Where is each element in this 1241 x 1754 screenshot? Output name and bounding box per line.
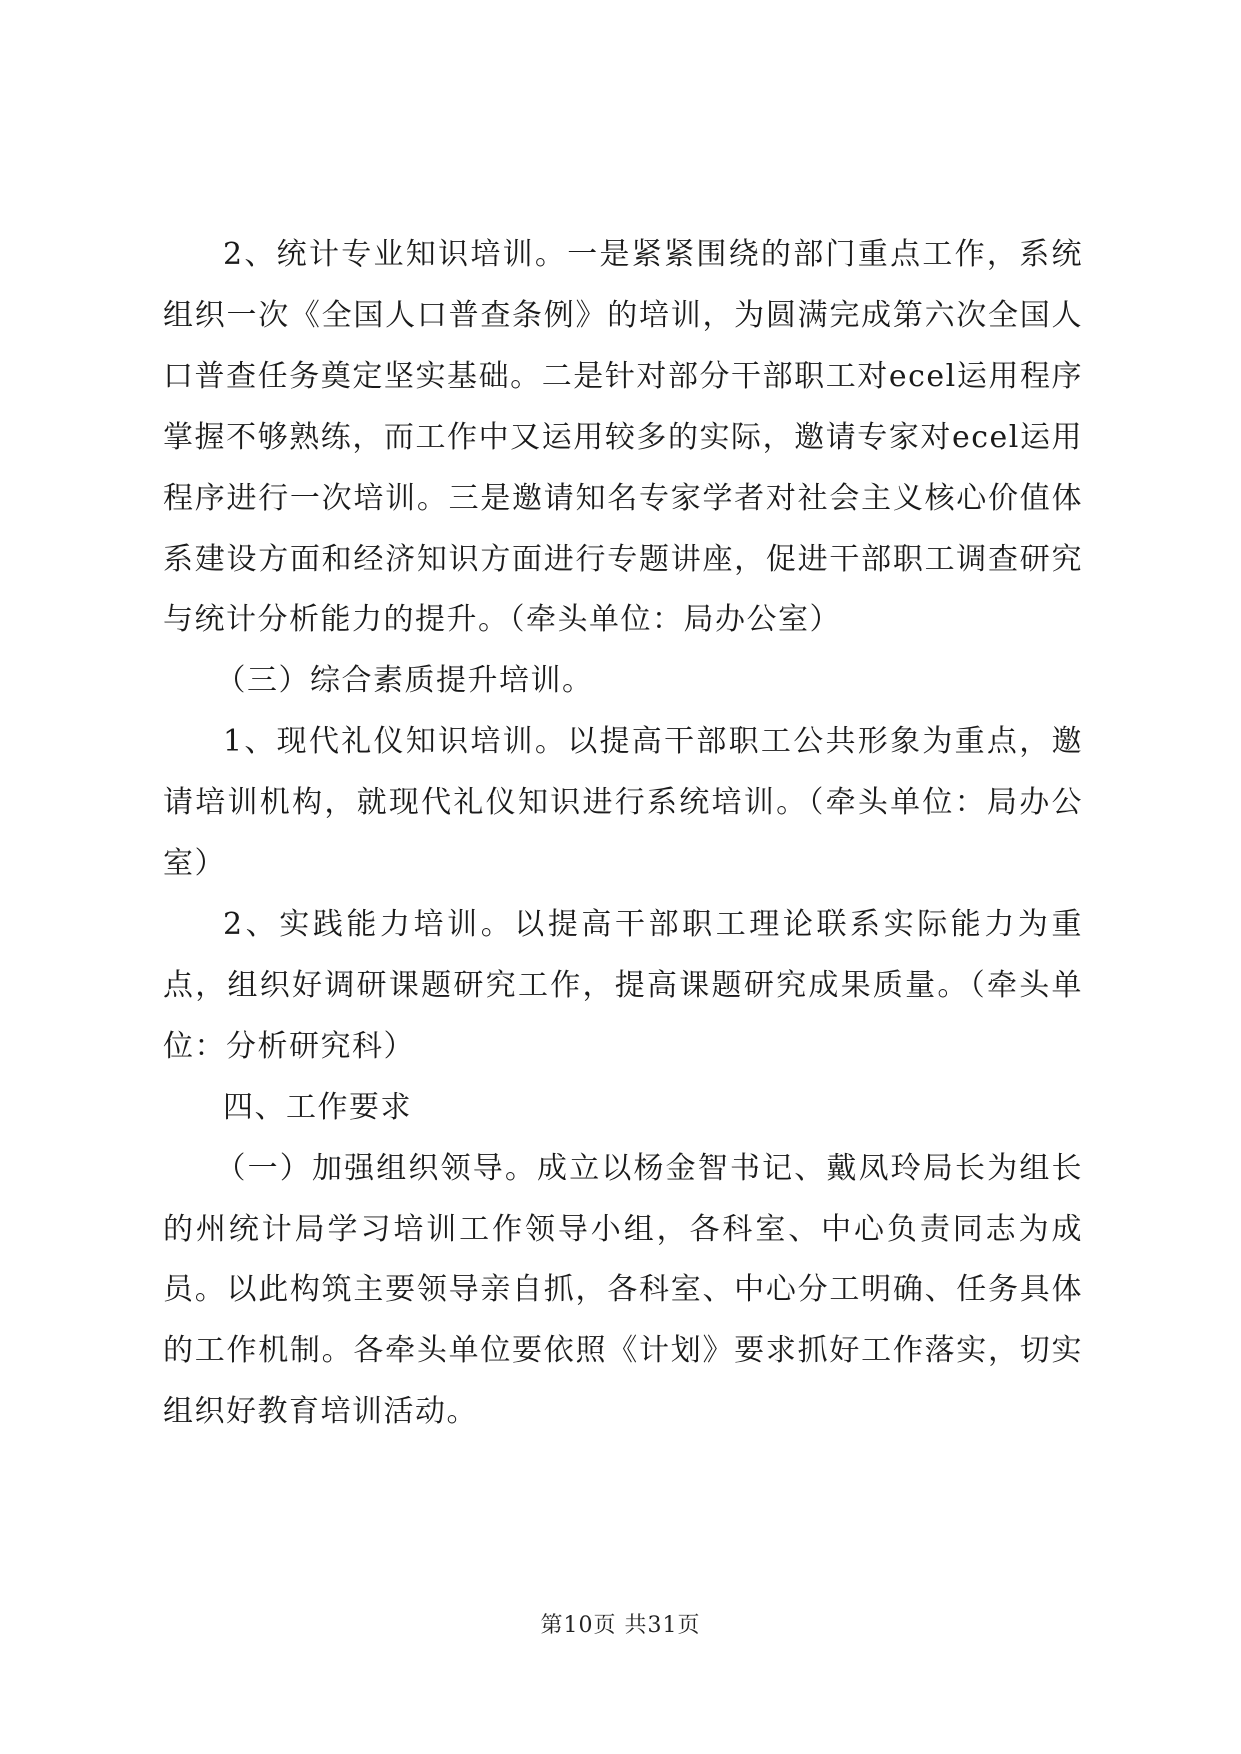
- paragraph-section-heading-4: 四、工作要求: [223, 1089, 412, 1125]
- paragraph-etiquette-training: 1、现代礼仪知识培训。以提高干部职工公共形象为重点，邀请培训机构，就现代礼仪知识进行系统培训。（牵头单位：局办公室）: [163, 724, 1083, 882]
- page-number-footer: 第10页 共31页: [540, 1613, 701, 1638]
- paragraph-statistics-training: 2、统计专业知识培训。一是紧紧围绕的部门重点工作，系统组织一次《全国人口普查条例》的培训，为圆满完成第六次全国人口普查任务奠定坚实基础。二是针对部分干部职工对ecel运用程序掌握不够熟练，而工作中又运用较多的实际，邀请专家对ecel运用程序进行一次培训。三是邀请知名专家学者对社会主义核心价值体系建设方面和经济知识方面进行专题讲座，促进干部职工调查研究与统计分析能力的提升。（牵头单位：局办公室）: [163, 237, 1083, 638]
- paragraph-organization-leadership: （一）加强组织领导。成立以杨金智书记、戴凤玲局长为组长的州统计局学习培训工作领导小组，各科室、中心负责同志为成员。以此构筑主要领导亲自抓，各科室、中心分工明确、任务具体的工作机制。各牵头单位要依照《计划》要求抓好工作落实，切实组织好教育培训活动。: [163, 1150, 1083, 1430]
- document-body: [163, 225, 1083, 1443]
- paragraph-practice-training: 2、实践能力培训。以提高干部职工理论联系实际能力为重点，组织好调研课题研究工作，提高课题研究成果质量。（牵头单位：分析研究科）: [163, 906, 1083, 1064]
- paragraph-section-heading-3: （三）综合素质提升培训。: [215, 663, 594, 699]
